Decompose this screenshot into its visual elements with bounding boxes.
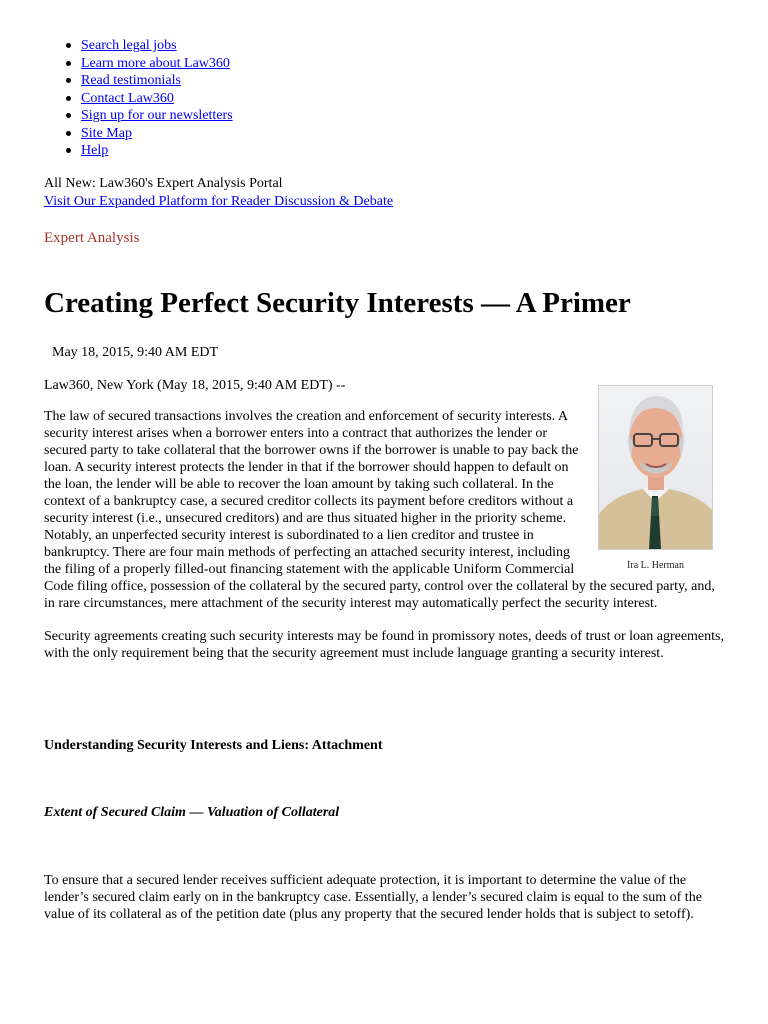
article-paragraph-2: Security agreements creating such security interests may be found in promissory notes, deeds of trust or loan agreements, with the only requirement being that the security agreement must include language granting a security interest. (44, 629, 724, 661)
portal-link[interactable]: Visit Our Expanded Platform for Reader Discussion & Debate (44, 194, 394, 209)
heading-extent: Extent of Secured Claim — Valuation of Collateral (44, 805, 340, 820)
nav-link-search-legal-jobs[interactable]: Search legal jobs (81, 38, 177, 53)
nav-item-learn-more (63, 55, 233, 73)
nav-link-help[interactable]: Help (81, 143, 109, 158)
photo-float-spacer (588, 408, 724, 573)
nav-link-contact[interactable]: Contact Law360 (81, 90, 174, 106)
article-paragraph-3: To ensure that a secured lender receives sufficient adequate protection, it is important to determine the value of the lender’s secured claim early on in the bankruptcy case. Essentially, a lender’s secured claim is equal to the sum of the value of its collateral as of the petition date (plus any property that the secured lender holds that is subject to setoff). (44, 873, 702, 922)
nav-item-newsletters (63, 107, 233, 125)
nav-item-contact (63, 90, 233, 108)
photo-caption: Ira L. Herman (627, 560, 684, 571)
article-body (44, 408, 724, 662)
nav-link-learn-more[interactable]: Learn more about Law360 (81, 55, 230, 71)
article-title: Creating Perfect Security Interests — A Primer (44, 287, 631, 319)
nav-item-testimonials (63, 72, 233, 90)
nav-item-site-map (63, 125, 233, 143)
article-date: May 18, 2015, 9:40 AM EDT (52, 345, 219, 360)
article-paragraph-1: The law of secured transactions involves the creation and enforcement of security interests. A security interest arises when a borrower enters into a contract that authorizes the lender or secured party to take collateral that the borrower owns if the borrower is unable to pay back the loan. A security interest protects the lender in that if the borrower should happen to default on the loan, the lender will be able to recover the loan amount by taking such collateral. In the context of a bankruptcy case, a secured creditor collects its payment before creditors without a security interest (i.e., unsecured creditors) and are thus situated higher in the priority scheme. Notably, an unperfected security interest is subordinated to a lien creditor and trustee in bankruptcy. There are four main methods of perfecting an attached security interest, including the filing of a properly filled-out financing statement with the applicable Uniform Commercial Code filing office, possession of the collateral by the secured party, control over the collateral by the secured party, and, in rare circumstances, mere attachment of the security interest may automatically perfect the security interest. (44, 409, 715, 611)
section-label[interactable]: Expert Analysis (44, 230, 140, 246)
nav-item-help (63, 142, 233, 160)
nav-link-testimonials[interactable]: Read testimonials (81, 73, 181, 88)
nav-item-search-legal-jobs (63, 37, 233, 55)
nav-list (63, 37, 233, 160)
nav-link-newsletters[interactable]: Sign up for our newsletters (81, 108, 233, 123)
portal-announcement: All New: Law360's Expert Analysis Portal (44, 176, 283, 191)
nav-link-site-map[interactable]: Site Map (81, 125, 132, 141)
article-byline: Law360, New York (May 18, 2015, 9:40 AM EDT) -- (44, 378, 346, 393)
heading-attachment: Understanding Security Interests and Liens: Attachment (44, 738, 383, 753)
